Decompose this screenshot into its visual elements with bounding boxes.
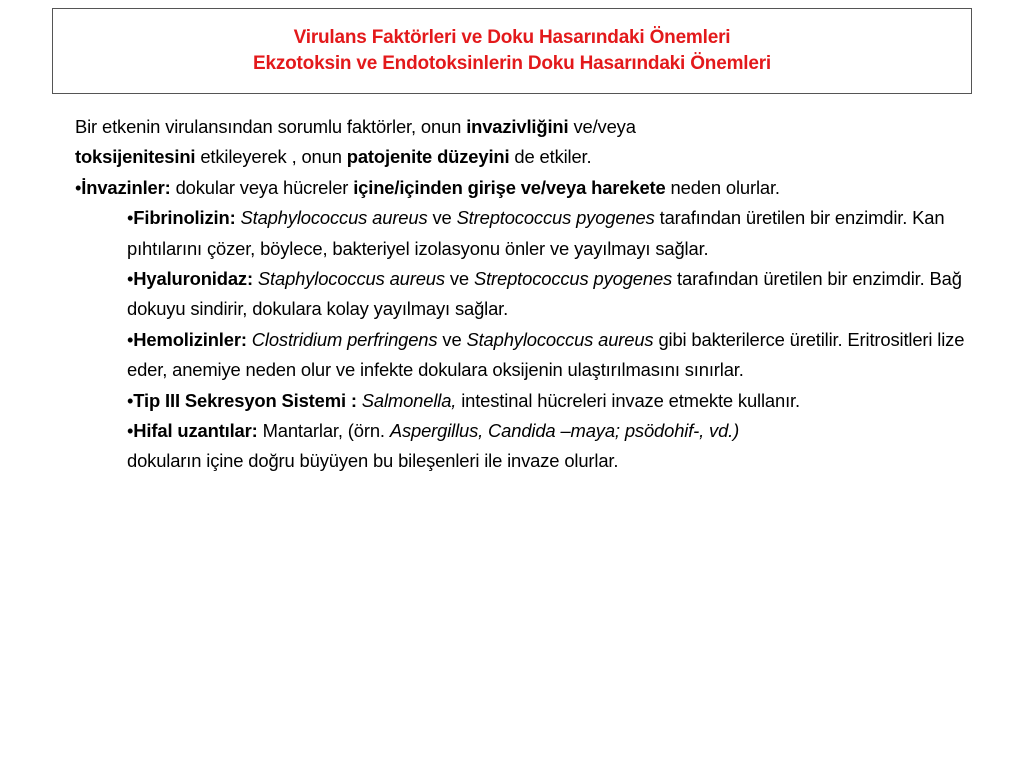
invazinler-text-2: neden olurlar. (665, 176, 780, 198)
item-organism-1: Staphylococcus aureus (252, 268, 445, 290)
intro-text-1: Bir etkenin virulansından sorumlu faktörler, onun (75, 116, 467, 137)
item-text-1: ve (427, 207, 457, 229)
item-organism-1: Aspergillus, Candida –maya; psödohif-, vd.) (389, 420, 740, 442)
intro-text-3: etkileyerek , onun (195, 146, 347, 168)
item-organism-1: Clostridium perfringens (246, 328, 438, 350)
list-item-hyaluronidaz (75, 264, 975, 325)
intro-bold-toksijenite: toksijenitesini (75, 146, 196, 168)
item-organism-2: Streptococcus pyogenes (473, 268, 673, 290)
item-text-1: dokuların içine doğru büyüyen bu bileşenleri ile invaze olurlar. (127, 450, 619, 472)
item-text-1: ve (437, 328, 467, 350)
item-text-2: gibi bakterilerce üretilir. Eritrositleri lize eder, anemiye neden olur ve infekte dokulara oksijenin ulaştırılmasını sınırlar. (127, 328, 965, 381)
bullet-icon: • (127, 420, 134, 442)
item-organism-1: Staphylococcus aureus (235, 207, 428, 229)
slide-body (75, 112, 975, 477)
list-item-hifal-uzantilar (75, 416, 975, 477)
item-text-2: tarafından üretilen bir enzimdir. Kan pıhtılarını çözer, böylece, bakteriyel izolasyonu önler ve yayılmayı sağlar. (127, 207, 945, 259)
item-organism-2: Staphylococcus aureus (466, 328, 654, 350)
item-label: Hemolizinler: (133, 328, 247, 350)
item-text-1: intestinal hücreleri invaze etmekte kullanır. (456, 389, 800, 411)
slide-title-line-1: Virulans Faktörleri ve Doku Hasarındaki Önemleri (293, 27, 731, 48)
intro-bold-patojenite: patojenite düzeyini (346, 146, 510, 168)
intro-text-2: ve/veya (568, 116, 636, 137)
bullet-icon: • (75, 176, 82, 198)
invazinler-text-1: dokular veya hücreler (170, 176, 354, 198)
invazinler-paragraph (75, 173, 975, 203)
item-organism-1: Salmonella, (356, 389, 457, 411)
item-text-0: Mantarlar, (örn. (257, 420, 390, 442)
item-label: Tip III Sekresyon Sistemi : (133, 389, 357, 411)
item-label: Fibrinolizin: (133, 207, 236, 229)
bullet-icon: • (127, 207, 134, 229)
slide-title-line-2: Ekzotoksin ve Endotoksinlerin Doku Hasarındaki Önemleri (253, 53, 771, 74)
item-organism-2: Streptococcus pyogenes (456, 207, 655, 229)
list-item-tip3-sekresyon (75, 386, 975, 416)
list-item-hemolizinler (75, 325, 975, 386)
bullet-icon: • (127, 389, 134, 411)
item-text-2: tarafından üretilen bir enzimdir. Bağ dokuyu sindirir, dokulara kolay yayılmayı sağlar. (127, 268, 962, 320)
list-item-fibrinolizin (75, 203, 975, 264)
intro-text-4: de etkiler. (509, 146, 592, 168)
intro-paragraph (75, 112, 975, 173)
bullet-icon: • (127, 328, 134, 350)
item-label: Hyaluronidaz: (133, 268, 253, 290)
invazinler-bold-text: içine/içinden girişe ve/veya harekete (353, 176, 666, 198)
bullet-icon: • (127, 268, 134, 290)
intro-bold-invazivlik: invazivliğini (466, 116, 569, 137)
invazinler-label: İnvazinler: (81, 176, 171, 198)
slide-title-box (52, 8, 972, 94)
item-text-1: ve (444, 268, 474, 290)
item-label: Hifal uzantılar: (133, 420, 258, 442)
